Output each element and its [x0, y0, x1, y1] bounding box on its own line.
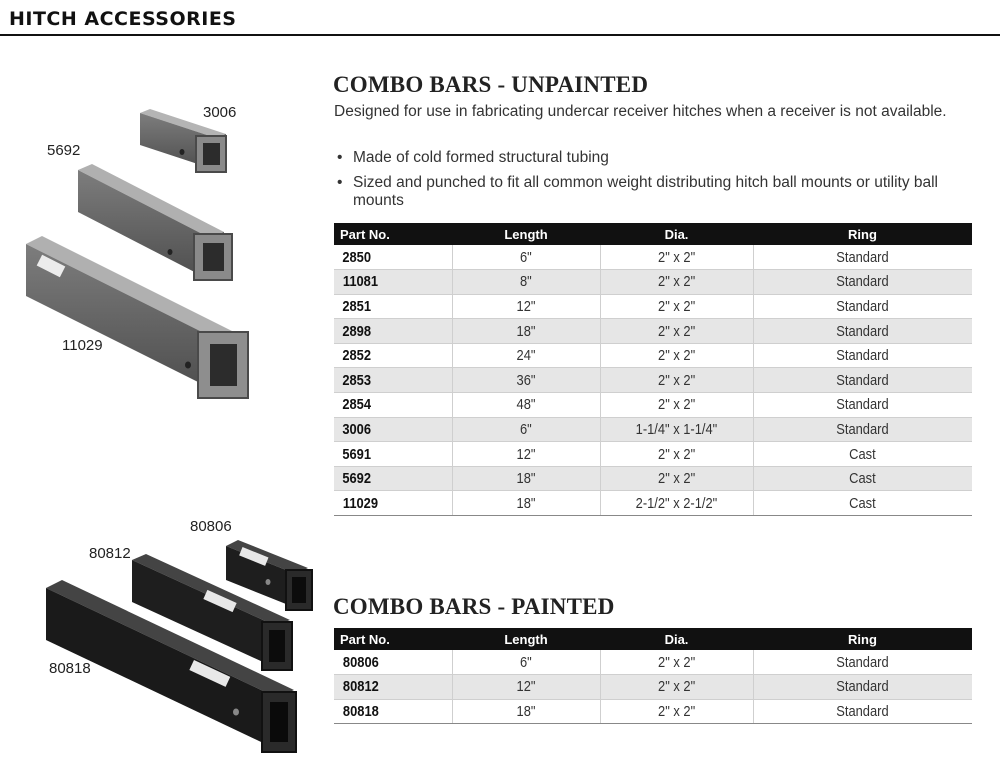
table-row: [334, 245, 972, 270]
ring-cell: [753, 393, 972, 418]
dia-cell: [600, 368, 753, 393]
length-value: 12": [516, 297, 536, 315]
ring-value: Standard: [836, 702, 889, 720]
part-no-cell: [334, 442, 452, 467]
col-header-dia: Dia.: [600, 223, 753, 245]
part-no-value: 80812: [342, 678, 379, 696]
length-cell: [452, 343, 600, 368]
unpainted-section-title: COMBO BARS - UNPAINTED: [333, 72, 649, 97]
length-cell: [452, 393, 600, 418]
ring-value: Standard: [836, 322, 889, 340]
length-cell: [452, 294, 600, 319]
col-header-part-no: Part No.: [334, 628, 452, 650]
dia-value: 2" x 2": [657, 347, 696, 365]
dia-value: 2" x 2": [657, 653, 696, 671]
ring-value: Standard: [836, 396, 889, 414]
part-no-cell: [334, 343, 452, 368]
unpainted-spec-table: [334, 223, 972, 516]
table-row: [334, 270, 972, 295]
part-no-value: 80806: [342, 653, 379, 671]
ring-value: Standard: [836, 371, 889, 389]
dia-cell: [600, 442, 753, 467]
part-no-cell: [334, 368, 452, 393]
col-header-part-no: Part No.: [334, 223, 452, 245]
ring-cell: [753, 368, 972, 393]
length-value: 12": [516, 678, 536, 696]
length-cell: [452, 675, 600, 700]
length-value: 8": [520, 273, 532, 291]
part-no-value: 2854: [342, 396, 372, 414]
part-no-cell: [334, 675, 452, 700]
part-no-value: 5692: [342, 470, 372, 488]
bullet-text: Sized and punched to fit all common weight distributing hitch ball mounts or utility ball mounts: [353, 174, 939, 209]
length-value: 18": [516, 494, 536, 512]
ring-cell: [753, 417, 972, 442]
table-row: [334, 442, 972, 467]
table-header-row: [334, 628, 972, 650]
col-header-ring: Ring: [753, 628, 972, 650]
length-value: 18": [516, 322, 536, 340]
ring-cell: [753, 245, 972, 270]
part-no-value: 80818: [342, 702, 379, 720]
dia-cell: [600, 343, 753, 368]
part-no-cell: [334, 270, 452, 295]
length-value: 48": [516, 396, 536, 414]
length-cell: [452, 442, 600, 467]
col-header-length: Length: [452, 628, 600, 650]
painted-section-title: COMBO BARS - PAINTED: [333, 594, 615, 619]
dia-cell: [600, 491, 753, 516]
dia-cell: [600, 393, 753, 418]
table-row: [334, 417, 972, 442]
dia-value: 2" x 2": [657, 702, 696, 720]
part-no-value: 11029: [342, 494, 379, 512]
length-cell: [452, 466, 600, 491]
ring-value: Standard: [836, 420, 889, 438]
ring-cell: [753, 466, 972, 491]
dia-value: 2" x 2": [657, 445, 696, 463]
part-no-cell: [334, 417, 452, 442]
dia-cell: [600, 270, 753, 295]
ring-cell: [753, 343, 972, 368]
part-no-value: 3006: [342, 420, 372, 438]
length-cell: [452, 245, 600, 270]
ring-value: Standard: [836, 248, 889, 266]
unpainted-bullets: [337, 149, 957, 217]
part-no-value: 11081: [342, 273, 379, 291]
image-label-80806: 80806: [190, 518, 232, 535]
ring-cell: [753, 294, 972, 319]
dia-cell: [600, 294, 753, 319]
image-label-5692: 5692: [47, 142, 81, 159]
dia-value: 2-1/2" x 2-1/2": [635, 494, 718, 512]
dia-cell: [600, 245, 753, 270]
table-row: [334, 699, 972, 724]
image-label-3006: 3006: [203, 104, 237, 121]
ring-value: Standard: [836, 297, 889, 315]
ring-value: Cast: [849, 470, 877, 488]
length-cell: [452, 650, 600, 675]
dia-value: 2" x 2": [657, 470, 696, 488]
dia-cell: [600, 675, 753, 700]
ring-value: Standard: [836, 273, 889, 291]
table-row: [334, 393, 972, 418]
length-value: 6": [520, 420, 532, 438]
ring-cell: [753, 270, 972, 295]
table-row: [334, 650, 972, 675]
table-row: [334, 343, 972, 368]
part-no-cell: [334, 650, 452, 675]
length-cell: [452, 699, 600, 724]
dia-value: 2" x 2": [657, 371, 696, 389]
ring-value: Cast: [849, 494, 877, 512]
dia-value: 1-1/4" x 1-1/4": [635, 420, 718, 438]
ring-cell: [753, 650, 972, 675]
part-no-value: 2852: [342, 347, 372, 365]
length-value: 18": [516, 702, 536, 720]
table-row: [334, 294, 972, 319]
table-row: [334, 491, 972, 516]
dia-cell: [600, 466, 753, 491]
part-no-value: 2898: [342, 322, 372, 340]
ring-value: Cast: [849, 445, 877, 463]
part-no-cell: [334, 699, 452, 724]
part-no-cell: [334, 491, 452, 516]
dia-cell: [600, 699, 753, 724]
dia-value: 2" x 2": [657, 396, 696, 414]
table-row: [334, 368, 972, 393]
dia-value: 2" x 2": [657, 248, 696, 266]
length-value: 6": [520, 248, 532, 266]
col-header-dia: Dia.: [600, 628, 753, 650]
table-row: [334, 319, 972, 344]
unpainted-intro: Designed for use in fabricating undercar receiver hitches when a receiver is not available.: [334, 103, 947, 120]
length-value: 12": [516, 445, 536, 463]
part-no-cell: [334, 393, 452, 418]
dia-value: 2" x 2": [657, 273, 696, 291]
bar-5692: [78, 164, 232, 280]
part-no-cell: [334, 466, 452, 491]
table-row: [334, 466, 972, 491]
length-value: 6": [520, 653, 532, 671]
col-header-length: Length: [452, 223, 600, 245]
part-no-value: 5691: [342, 445, 372, 463]
part-no-cell: [334, 294, 452, 319]
ring-value: Standard: [836, 653, 889, 671]
painted-combo-bars-image: [40, 530, 320, 760]
col-header-ring: Ring: [753, 223, 972, 245]
ring-cell: [753, 491, 972, 516]
length-cell: [452, 368, 600, 393]
ring-cell: [753, 699, 972, 724]
bullet-item: • Made of cold formed structural tubing: [337, 149, 609, 166]
bullet-text: Made of cold formed structural tubing: [353, 149, 609, 166]
part-no-cell: [334, 245, 452, 270]
dia-cell: [600, 417, 753, 442]
length-cell: [452, 270, 600, 295]
bullet-item: • Sized and punched to fit all common weight distributing hitch ball mounts or utility ball mounts: [337, 174, 939, 209]
length-cell: [452, 491, 600, 516]
image-label-80812: 80812: [89, 545, 131, 562]
part-no-value: 2850: [342, 248, 372, 266]
length-value: 24": [516, 347, 536, 365]
ring-value: Standard: [836, 347, 889, 365]
dia-cell: [600, 319, 753, 344]
part-no-value: 2853: [342, 371, 372, 389]
length-cell: [452, 417, 600, 442]
dia-value: 2" x 2": [657, 678, 696, 696]
image-label-80818: 80818: [49, 660, 91, 677]
image-label-11029: 11029: [62, 337, 103, 354]
length-value: 36": [516, 371, 536, 389]
part-no-cell: [334, 319, 452, 344]
page-header: [0, 0, 1000, 36]
length-value: 18": [516, 470, 536, 488]
page-title: HITCH ACCESSORIES: [9, 8, 237, 30]
ring-cell: [753, 675, 972, 700]
painted-spec-table: [334, 628, 972, 724]
ring-cell: [753, 319, 972, 344]
table-header-row: [334, 223, 972, 245]
part-no-value: 2851: [342, 297, 372, 315]
dia-value: 2" x 2": [657, 322, 696, 340]
length-cell: [452, 319, 600, 344]
ring-value: Standard: [836, 678, 889, 696]
dia-value: 2" x 2": [657, 297, 696, 315]
table-row: [334, 675, 972, 700]
ring-cell: [753, 442, 972, 467]
dia-cell: [600, 650, 753, 675]
